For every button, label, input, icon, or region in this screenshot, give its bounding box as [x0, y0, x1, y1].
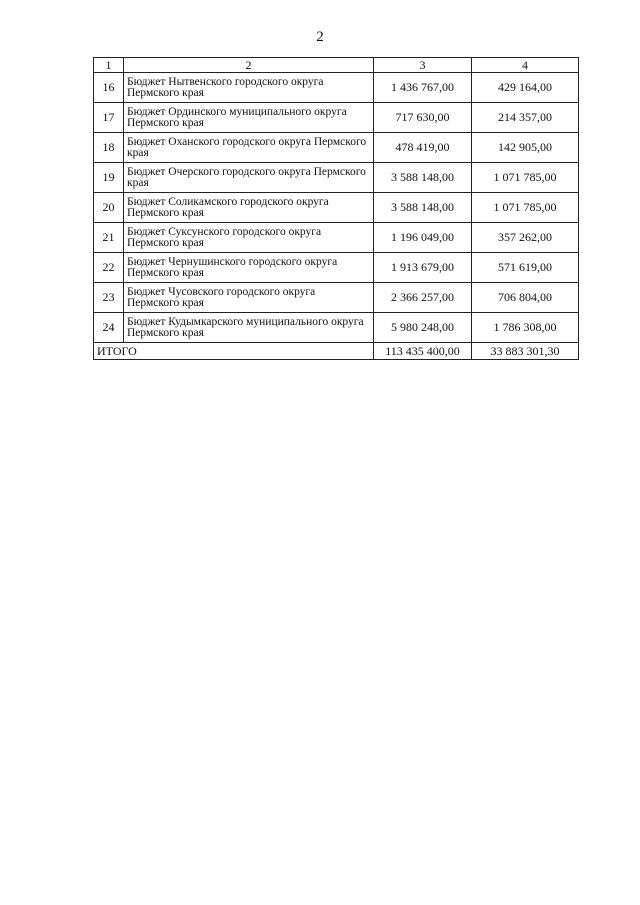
row-amount-col4: 214 357,00: [472, 103, 579, 133]
row-amount-col4: 429 164,00: [472, 73, 579, 103]
row-amount-col4: 357 262,00: [472, 223, 579, 253]
table-row: [94, 193, 579, 223]
row-budget-name: Бюджет Очерского городского округа Пермского края: [124, 163, 374, 193]
row-budget-name: Бюджет Оханского городского округа Пермского края: [124, 133, 374, 163]
row-amount-col4: 1 071 785,00: [472, 163, 579, 193]
row-budget-name: Бюджет Чусовского городского округа Пермского края: [124, 283, 374, 313]
header-cell-4: 4: [472, 58, 579, 73]
row-number: 20: [94, 193, 124, 223]
table-row: [94, 253, 579, 283]
header-cell-1: 1: [94, 58, 124, 73]
row-amount-col4: 142 905,00: [472, 133, 579, 163]
table-row: [94, 283, 579, 313]
row-budget-name: Бюджет Чернушинского городского округа Пермского края: [124, 253, 374, 283]
row-amount-col3: 5 980 248,00: [374, 313, 472, 343]
row-number: 22: [94, 253, 124, 283]
total-row: [94, 343, 579, 360]
table-row: [94, 223, 579, 253]
row-number: 18: [94, 133, 124, 163]
total-amount-col3: 113 435 400,00: [374, 343, 472, 360]
page-number: 2: [316, 29, 324, 45]
row-number: 24: [94, 313, 124, 343]
row-budget-name: Бюджет Соликамского городского округа Пермского края: [124, 193, 374, 223]
row-amount-col3: 3 588 148,00: [374, 163, 472, 193]
row-amount-col3: 1 436 767,00: [374, 73, 472, 103]
row-amount-col3: 478 419,00: [374, 133, 472, 163]
row-amount-col4: 706 804,00: [472, 283, 579, 313]
row-amount-col4: 1 786 308,00: [472, 313, 579, 343]
row-amount-col3: 2 366 257,00: [374, 283, 472, 313]
row-budget-name: Бюджет Нытвенского городского округа Пермского края: [124, 73, 374, 103]
row-budget-name: Бюджет Ординского муниципального округа Пермского края: [124, 103, 374, 133]
row-budget-name: Бюджет Кудымкарского муниципального округа Пермского края: [124, 313, 374, 343]
row-number: 21: [94, 223, 124, 253]
table-row: [94, 133, 579, 163]
budget-table: [93, 57, 579, 360]
row-amount-col3: 3 588 148,00: [374, 193, 472, 223]
row-amount-col4: 1 071 785,00: [472, 193, 579, 223]
row-amount-col3: 717 630,00: [374, 103, 472, 133]
table-row: [94, 313, 579, 343]
row-number: 17: [94, 103, 124, 133]
row-amount-col3: 1 196 049,00: [374, 223, 472, 253]
header-cell-3: 3: [374, 58, 472, 73]
row-number: 23: [94, 283, 124, 313]
row-number: 16: [94, 73, 124, 103]
row-amount-col3: 1 913 679,00: [374, 253, 472, 283]
row-number: 19: [94, 163, 124, 193]
total-label: ИТОГО: [94, 343, 374, 360]
total-amount-col4: 33 883 301,30: [472, 343, 579, 360]
table-row: [94, 73, 579, 103]
table-header-row: [94, 58, 579, 73]
header-cell-2: 2: [124, 58, 374, 73]
row-amount-col4: 571 619,00: [472, 253, 579, 283]
table-row: [94, 163, 579, 193]
table-row: [94, 103, 579, 133]
row-budget-name: Бюджет Суксунского городского округа Пермского края: [124, 223, 374, 253]
